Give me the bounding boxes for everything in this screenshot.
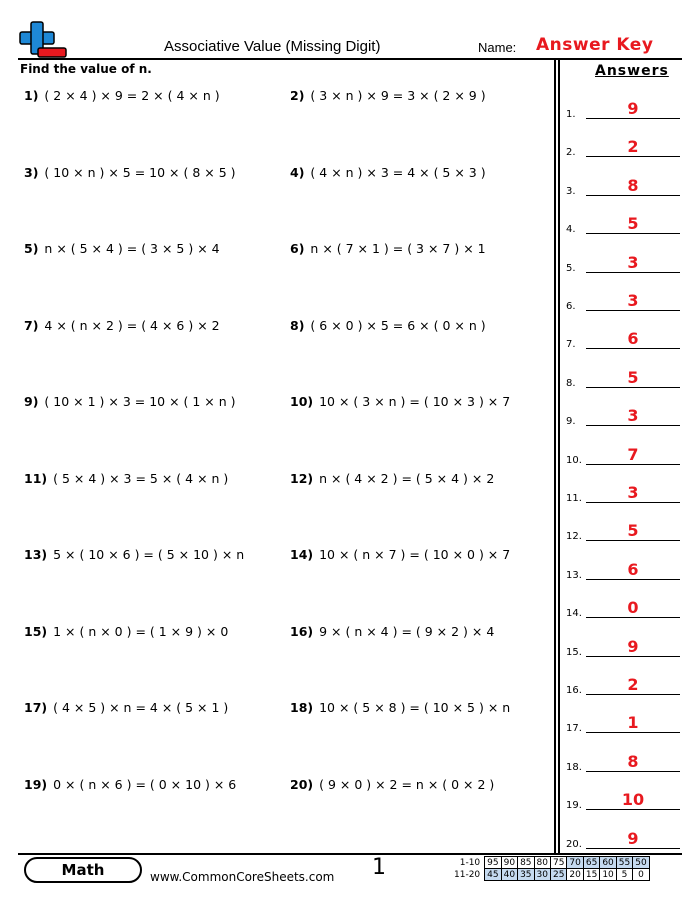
answer-line	[586, 348, 680, 349]
problem-number: 12)	[290, 470, 314, 486]
answer-number: 16.	[566, 685, 582, 696]
answer-number: 2.	[566, 147, 576, 159]
answer-value: 7	[627, 444, 639, 464]
problem-equation: ( 2 × 4 ) × 9 = 2 × ( 4 × n )	[44, 88, 220, 103]
problem-equation: 10 × ( 3 × n ) = ( 10 × 3 ) × 7	[319, 394, 511, 409]
footer-divider	[18, 853, 682, 855]
answer-value: 3	[627, 483, 639, 502]
problem-number: 15)	[24, 623, 48, 639]
answer-number: 7.	[566, 339, 576, 351]
problem-number: 5)	[24, 241, 39, 256]
answer-value: 2	[627, 675, 639, 694]
problem-number: 14)	[290, 547, 314, 562]
score-cell: 85	[518, 857, 534, 869]
problem-item	[24, 88, 220, 103]
answer-line	[586, 771, 680, 772]
score-cell: 0	[633, 869, 649, 881]
problem-equation: ( 6 × 0 ) × 5 = 6 × ( 0 × n )	[310, 317, 486, 333]
answer-row	[566, 100, 680, 120]
problem-item	[290, 471, 494, 486]
score-cell: 30	[534, 869, 550, 881]
answer-number: 11.	[566, 493, 582, 504]
problem-equation: ( 4 × n ) × 3 = 4 × ( 5 × 3 )	[310, 164, 486, 180]
answer-line	[586, 272, 680, 273]
answer-row	[566, 407, 680, 427]
answer-value: 8	[627, 175, 639, 195]
problem-number: 16)	[290, 623, 314, 639]
answer-line	[586, 732, 680, 733]
score-cell: 50	[633, 857, 649, 869]
answer-value: 5	[627, 367, 639, 387]
score-cell: 65	[583, 857, 599, 869]
answers-heading: Answers	[595, 63, 669, 79]
score-cell: 10	[600, 869, 616, 881]
problem-equation: 10 × ( n × 7 ) = ( 10 × 0 ) × 7	[319, 547, 511, 562]
problem-item	[290, 547, 510, 562]
answer-row	[566, 676, 680, 696]
score-cell: 95	[485, 857, 501, 869]
problem-number: 19)	[24, 776, 48, 792]
answer-line	[586, 656, 680, 657]
problem-number: 10)	[290, 394, 314, 409]
problem-item	[290, 700, 510, 715]
answer-number: 17.	[566, 723, 582, 735]
worksheet-title: Associative Value (Missing Digit)	[164, 38, 381, 55]
answer-value: 9	[627, 828, 639, 848]
answer-value: 5	[627, 214, 639, 234]
score-row	[452, 857, 649, 869]
answer-line	[586, 809, 680, 810]
answer-row	[566, 177, 680, 197]
problem-item	[24, 777, 236, 792]
site-url: www.CommonCoreSheets.com	[150, 870, 335, 884]
answer-line	[586, 540, 680, 541]
answer-line	[586, 156, 680, 157]
answer-line	[586, 848, 680, 849]
score-row	[452, 869, 649, 881]
problem-number: 11)	[24, 470, 48, 486]
answer-value: 1	[627, 713, 639, 733]
answer-value: 6	[627, 329, 639, 349]
problem-equation: 9 × ( n × 4 ) = ( 9 × 2 ) × 4	[319, 623, 495, 639]
score-cell: 5	[616, 869, 632, 881]
score-cell: 90	[501, 857, 517, 869]
score-cell: 15	[583, 869, 599, 881]
answer-row	[566, 369, 680, 389]
answer-row	[566, 522, 680, 542]
instructions: Find the value of n.	[20, 62, 152, 76]
answer-value: 3	[627, 406, 639, 426]
answer-number: 4.	[566, 224, 576, 236]
answer-number: 9.	[566, 416, 576, 428]
problem-item	[290, 318, 486, 333]
answer-number: 5.	[566, 262, 576, 274]
answer-number: 3.	[566, 185, 576, 197]
answer-number: 14.	[566, 608, 582, 620]
answer-row	[566, 753, 680, 773]
column-divider	[554, 58, 556, 854]
answer-value: 0	[627, 598, 639, 618]
problem-number: 17)	[24, 700, 48, 715]
answer-line	[586, 195, 680, 196]
problem-item	[24, 165, 236, 180]
problem-number: 4)	[290, 164, 305, 180]
problem-number: 2)	[290, 88, 305, 103]
answer-row	[566, 484, 680, 504]
answer-value: 8	[627, 751, 639, 771]
answer-row	[566, 215, 680, 235]
answer-line	[586, 502, 680, 503]
answer-row	[566, 714, 680, 734]
answer-number: 13.	[566, 569, 582, 581]
problem-equation: ( 10 × 1 ) × 3 = 10 × ( 1 × n )	[44, 394, 236, 409]
answer-value: 9	[627, 636, 639, 656]
answer-number: 18.	[566, 761, 582, 773]
score-range-label: 1-10	[459, 857, 481, 868]
answer-row	[566, 254, 680, 274]
answer-value: 10	[621, 790, 645, 810]
answer-value: 2	[627, 137, 639, 157]
answer-row	[566, 138, 680, 158]
problem-equation: 1 × ( n × 0 ) = ( 1 × 9 ) × 0	[53, 623, 229, 639]
column-divider	[558, 58, 560, 854]
answer-key-label: Answer Key	[536, 35, 654, 55]
problem-number: 7)	[24, 317, 39, 333]
score-cell: 55	[616, 857, 632, 869]
problem-equation: n × ( 4 × 2 ) = ( 5 × 4 ) × 2	[319, 470, 495, 486]
score-cell: 60	[600, 857, 616, 869]
answer-row	[566, 561, 680, 581]
answer-row	[566, 791, 680, 811]
problem-equation: n × ( 7 × 1 ) = ( 3 × 7 ) × 1	[310, 241, 486, 256]
answer-row	[566, 638, 680, 658]
answer-number: 1.	[566, 109, 576, 120]
problem-number: 1)	[24, 88, 39, 103]
problem-item	[290, 241, 486, 256]
score-cell: 35	[518, 869, 534, 881]
problem-equation: ( 10 × n ) × 5 = 10 × ( 8 × 5 )	[44, 164, 236, 180]
problem-item	[290, 165, 486, 180]
page-number: 1	[372, 855, 386, 880]
score-cell: 75	[550, 857, 566, 869]
problem-item	[290, 624, 494, 639]
answer-row	[566, 292, 680, 312]
answer-row	[566, 599, 680, 619]
problem-number: 13)	[24, 547, 48, 562]
score-cell: 45	[485, 869, 501, 881]
problem-item	[24, 318, 220, 333]
answer-number: 12.	[566, 531, 582, 543]
answer-number: 8.	[566, 377, 576, 389]
name-label: Name:	[478, 40, 517, 55]
score-cell: 70	[567, 857, 583, 869]
problem-equation: 10 × ( 5 × 8 ) = ( 10 × 5 ) × n	[319, 700, 511, 715]
problem-item	[24, 471, 228, 486]
answer-line	[586, 233, 680, 234]
score-cell: 80	[534, 857, 550, 869]
answer-line	[586, 118, 680, 119]
problem-number: 18)	[290, 700, 314, 715]
answer-number: 19.	[566, 800, 582, 812]
answer-value: 6	[627, 559, 639, 579]
header-divider	[18, 58, 682, 60]
problem-item	[24, 241, 220, 256]
answer-number: 10.	[566, 454, 582, 466]
answer-line	[586, 617, 680, 618]
answer-row	[566, 330, 680, 350]
answer-row	[566, 446, 680, 466]
answer-value: 3	[627, 252, 639, 272]
subject-badge: Math	[24, 857, 142, 883]
problem-number: 8)	[290, 317, 305, 333]
problem-number: 3)	[24, 164, 39, 180]
answer-number: 20.	[566, 838, 582, 850]
problem-equation: ( 4 × 5 ) × n = 4 × ( 5 × 1 )	[53, 700, 229, 715]
problem-number: 6)	[290, 241, 305, 256]
score-table	[452, 856, 650, 881]
answer-value: 5	[627, 521, 639, 541]
problem-item	[24, 624, 228, 639]
problem-equation: ( 3 × n ) × 9 = 3 × ( 2 × 9 )	[310, 88, 486, 103]
answer-number: 15.	[566, 646, 582, 658]
answer-row	[566, 830, 680, 850]
problem-equation: ( 5 × 4 ) × 3 = 5 × ( 4 × n )	[53, 470, 229, 486]
problem-item	[290, 88, 486, 103]
answer-line	[586, 310, 680, 311]
problem-number: 20)	[290, 776, 314, 792]
score-cell: 20	[567, 869, 583, 881]
plus-minus-logo-icon	[18, 20, 68, 60]
problem-number: 9)	[24, 394, 39, 409]
problem-item	[290, 394, 510, 409]
problem-equation: 4 × ( n × 2 ) = ( 4 × 6 ) × 2	[44, 317, 220, 333]
score-cell: 40	[501, 869, 517, 881]
answer-number: 6.	[566, 301, 576, 312]
answer-value: 3	[627, 291, 639, 310]
problem-equation: 0 × ( n × 6 ) = ( 0 × 10 ) × 6	[53, 776, 237, 792]
answer-value: 9	[627, 99, 639, 118]
answer-line	[586, 694, 680, 695]
problem-equation: ( 9 × 0 ) × 2 = n × ( 0 × 2 )	[319, 776, 495, 792]
answer-line	[586, 464, 680, 465]
problem-item	[24, 547, 244, 562]
problem-item	[24, 394, 236, 409]
problem-item	[290, 777, 494, 792]
answer-line	[586, 387, 680, 388]
answer-line	[586, 579, 680, 580]
problem-equation: 5 × ( 10 × 6 ) = ( 5 × 10 ) × n	[53, 547, 245, 562]
score-range-label: 11-20	[454, 869, 481, 880]
score-cell: 25	[550, 869, 566, 881]
answer-line	[586, 425, 680, 426]
problem-item	[24, 700, 228, 715]
problem-equation: n × ( 5 × 4 ) = ( 3 × 5 ) × 4	[44, 241, 220, 256]
